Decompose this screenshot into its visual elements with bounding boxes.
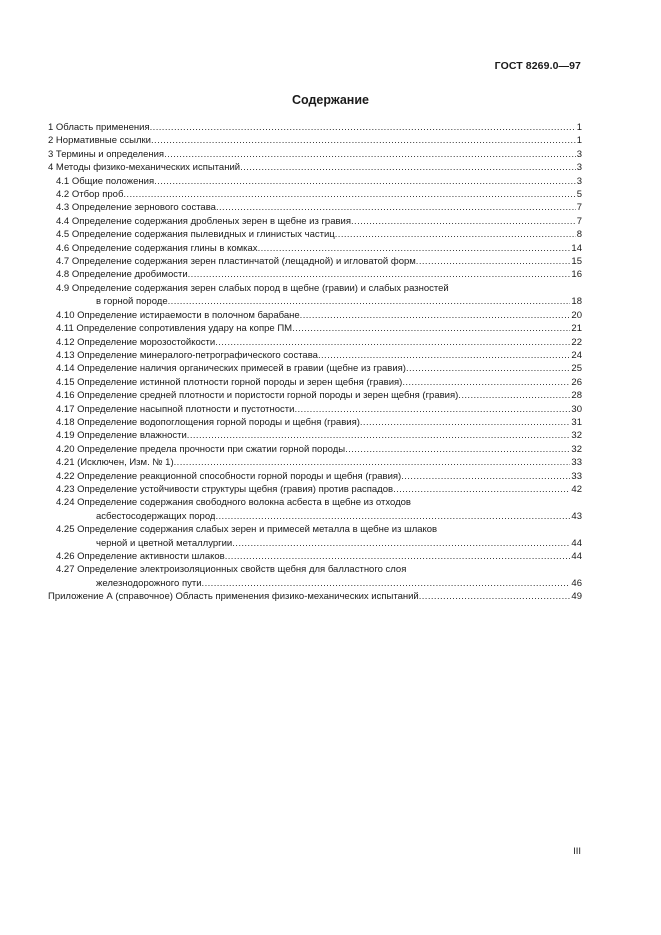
toc-entry[interactable] xyxy=(48,456,582,469)
toc-entry[interactable] xyxy=(48,322,582,335)
toc-entry-page: 15 xyxy=(571,256,582,268)
toc-entry-page: 33 xyxy=(571,470,582,482)
toc-entry[interactable] xyxy=(48,268,582,281)
toc-entry[interactable] xyxy=(48,175,582,188)
toc-entry[interactable] xyxy=(48,255,582,268)
toc-entry[interactable] xyxy=(48,443,582,456)
dot-leader xyxy=(402,376,570,389)
dot-leader xyxy=(215,336,570,349)
dot-leader xyxy=(187,429,571,442)
toc-entry[interactable] xyxy=(48,349,582,362)
toc-entry-page: 1 xyxy=(576,122,582,133)
toc-entry[interactable] xyxy=(48,550,582,563)
toc-entry[interactable] xyxy=(48,282,582,295)
toc-entry-page: 20 xyxy=(571,309,582,321)
toc-entry-text: 4.24 Определение содержания свободного волокна асбеста в щебне из отходов xyxy=(56,497,411,509)
dot-leader xyxy=(150,121,576,134)
toc-entry-text: 4.19 Определение влажности xyxy=(56,430,187,442)
toc-entry-text: в горной породе xyxy=(96,296,168,308)
toc-entry-text: 4.11 Определение сопротивления удару на копре ПМ xyxy=(56,323,293,335)
table-of-contents xyxy=(48,121,582,604)
toc-entry[interactable] xyxy=(48,577,582,590)
toc-entry-page: 21 xyxy=(571,323,582,335)
dot-leader xyxy=(164,148,576,161)
toc-entry-text: 4.15 Определение истинной плотности горной породы и зерен щебня (гравия) xyxy=(56,376,403,388)
toc-entry-page: 25 xyxy=(571,363,582,375)
dot-leader xyxy=(360,416,571,429)
toc-entry-text: 4.25 Определение содержания слабых зерен и примесей металла в щебне из шлаков xyxy=(56,524,438,536)
toc-entry[interactable] xyxy=(48,309,582,322)
toc-entry-page: 8 xyxy=(576,229,582,241)
toc-entry-page: 14 xyxy=(571,242,582,254)
toc-entry-text: железнодорожного пути xyxy=(96,577,202,589)
dot-leader xyxy=(401,470,570,483)
document-code: ГОСТ 8269.0—97 xyxy=(494,60,581,72)
toc-entry-page: 1 xyxy=(576,135,582,147)
dot-leader xyxy=(174,456,571,469)
dot-leader xyxy=(419,590,571,603)
toc-entry-text: 4.20 Определение предела прочности при сжатии горной породы xyxy=(56,443,346,455)
toc-entry-text: 4.14 Определение наличия органических примесей в гравии (щебне из гравия) xyxy=(56,363,406,375)
toc-entry[interactable] xyxy=(48,523,582,536)
toc-entry[interactable] xyxy=(48,362,582,375)
toc-entry-text: 4.6 Определение содержания глины в комках xyxy=(56,242,258,254)
toc-entry-text: 4.2 Отбор проб xyxy=(56,189,124,201)
toc-entry-text: 4.4 Определение содержания дробленых зерен в щебне из гравия xyxy=(56,215,351,227)
dot-leader xyxy=(292,322,570,335)
toc-entry-page: 32 xyxy=(571,443,582,455)
toc-entry-page: 32 xyxy=(571,430,582,442)
dot-leader xyxy=(335,228,576,241)
toc-entry[interactable] xyxy=(48,429,582,442)
dot-leader xyxy=(351,215,576,228)
toc-entry-text: 4.5 Определение содержания пылевидных и глинистых частиц xyxy=(56,229,335,241)
toc-entry-page: 30 xyxy=(571,403,582,415)
toc-entry[interactable] xyxy=(48,403,582,416)
toc-entry[interactable] xyxy=(48,188,582,201)
dot-leader xyxy=(294,403,570,416)
toc-entry-text: 4.23 Определение устойчивости структуры щебня (гравия) против распадов xyxy=(56,483,394,495)
dot-leader xyxy=(202,577,571,590)
toc-entry-page: 7 xyxy=(576,215,582,227)
toc-entry-page: 7 xyxy=(576,202,582,214)
dot-leader xyxy=(216,201,576,214)
toc-entry[interactable] xyxy=(48,148,582,161)
toc-entry-text: 4.17 Определение насыпной плотности и пустотности xyxy=(56,403,295,415)
toc-entry-text: 4.10 Определение истираемости в полочном барабане xyxy=(56,309,300,321)
dot-leader xyxy=(154,175,576,188)
toc-entry-page: 24 xyxy=(571,349,582,361)
toc-entry-text: 3 Термины и определения xyxy=(48,148,165,160)
toc-entry-page: 22 xyxy=(571,336,582,348)
dot-leader xyxy=(406,362,570,375)
toc-entry-text: 4.1 Общие положения xyxy=(56,175,155,187)
dot-leader xyxy=(240,161,576,174)
dot-leader xyxy=(393,483,570,496)
toc-entry-text: 4.8 Определение дробимости xyxy=(56,269,188,281)
toc-entry[interactable] xyxy=(48,228,582,241)
toc-entry-text: 4.9 Определение содержания зерен слабых пород в щебне (гравии) и слабых разностей xyxy=(56,282,449,294)
toc-entry[interactable] xyxy=(48,242,582,255)
dot-leader xyxy=(123,188,575,201)
toc-entry-page: 49 xyxy=(571,591,582,603)
toc-entry[interactable] xyxy=(48,590,582,603)
toc-entry-page: 33 xyxy=(571,457,582,469)
toc-entry[interactable] xyxy=(48,121,582,134)
dot-leader xyxy=(232,537,570,550)
toc-entry[interactable] xyxy=(48,376,582,389)
toc-entry-page: 3 xyxy=(576,162,582,174)
toc-entry[interactable] xyxy=(48,389,582,402)
toc-entry-text: черной и цветной металлургии xyxy=(96,537,233,549)
toc-entry-page: 26 xyxy=(571,376,582,388)
toc-entry-text: асбестосодержащих пород xyxy=(96,510,216,522)
toc-entry[interactable] xyxy=(48,161,582,174)
toc-entry-page: 28 xyxy=(571,390,582,402)
dot-leader xyxy=(215,510,570,523)
toc-entry-text: 4.13 Определение минералого-петрографического состава xyxy=(56,349,318,361)
toc-entry[interactable] xyxy=(48,215,582,228)
toc-entry-page: 43 xyxy=(571,510,582,522)
toc-entry-text: 1 Область применения xyxy=(48,122,150,133)
dot-leader xyxy=(300,309,571,322)
dot-leader xyxy=(168,295,571,308)
toc-entry-page: 42 xyxy=(571,483,582,495)
toc-entry[interactable] xyxy=(48,201,582,214)
toc-entry[interactable] xyxy=(48,563,582,576)
toc-entry[interactable] xyxy=(48,295,582,308)
toc-entry[interactable] xyxy=(48,134,582,147)
toc-entry-text: 2 Нормативные ссылки xyxy=(48,135,151,147)
toc-entry-text: 4.3 Определение зернового состава xyxy=(56,202,216,214)
toc-entry-text: Приложение А (справочное) Область применения физико-механических испытаний xyxy=(48,591,419,603)
toc-entry-text: 4.27 Определение электроизоляционных свойств щебня для балластного слоя xyxy=(56,564,407,576)
toc-entry-page: 46 xyxy=(571,577,582,589)
toc-entry-page: 3 xyxy=(576,148,582,160)
dot-leader xyxy=(318,349,570,362)
toc-entry-text: 4.18 Определение водопоглощения горной породы и щебня (гравия) xyxy=(56,416,360,428)
toc-entry-page: 31 xyxy=(571,416,582,428)
dot-leader xyxy=(416,255,571,268)
toc-entry-text: 4.21 (Исключен, Изм. № 1) xyxy=(56,457,174,469)
dot-leader xyxy=(151,134,576,147)
toc-entry-text: 4.12 Определение морозостойкости xyxy=(56,336,216,348)
toc-entry-text: 4.7 Определение содержания зерен пластинчатой (лещадной) и игловатой форм xyxy=(56,256,416,268)
toc-entry-text: 4 Методы физико-механических испытаний xyxy=(48,162,241,174)
dot-leader xyxy=(225,550,571,563)
dot-leader xyxy=(188,268,571,281)
toc-entry[interactable] xyxy=(48,416,582,429)
toc-entry[interactable] xyxy=(48,496,582,509)
toc-entry[interactable] xyxy=(48,470,582,483)
toc-entry[interactable] xyxy=(48,483,582,496)
toc-entry-page: 44 xyxy=(571,537,582,549)
toc-entry-text: 4.22 Определение реакционной способности горной породы и щебня (гравия) xyxy=(56,470,402,482)
toc-entry-page: 18 xyxy=(571,296,582,308)
toc-entry-page: 44 xyxy=(571,551,582,562)
toc-entry-page: 5 xyxy=(576,189,582,201)
dot-leader xyxy=(345,443,570,456)
toc-entry-text: 4.26 Определение активности шлаков xyxy=(56,551,225,562)
toc-entry[interactable] xyxy=(48,537,582,550)
toc-entry[interactable] xyxy=(48,510,582,523)
page-number: III xyxy=(573,846,581,857)
toc-entry-page: 3 xyxy=(576,175,582,187)
toc-title: Содержание xyxy=(291,93,369,107)
dot-leader xyxy=(458,389,570,402)
toc-entry[interactable] xyxy=(48,336,582,349)
toc-entry-text: 4.16 Определение средней плотности и пористости горной породы и зерен щебня (гравия) xyxy=(56,390,459,402)
toc-entry-page: 16 xyxy=(571,269,582,281)
dot-leader xyxy=(258,242,571,255)
